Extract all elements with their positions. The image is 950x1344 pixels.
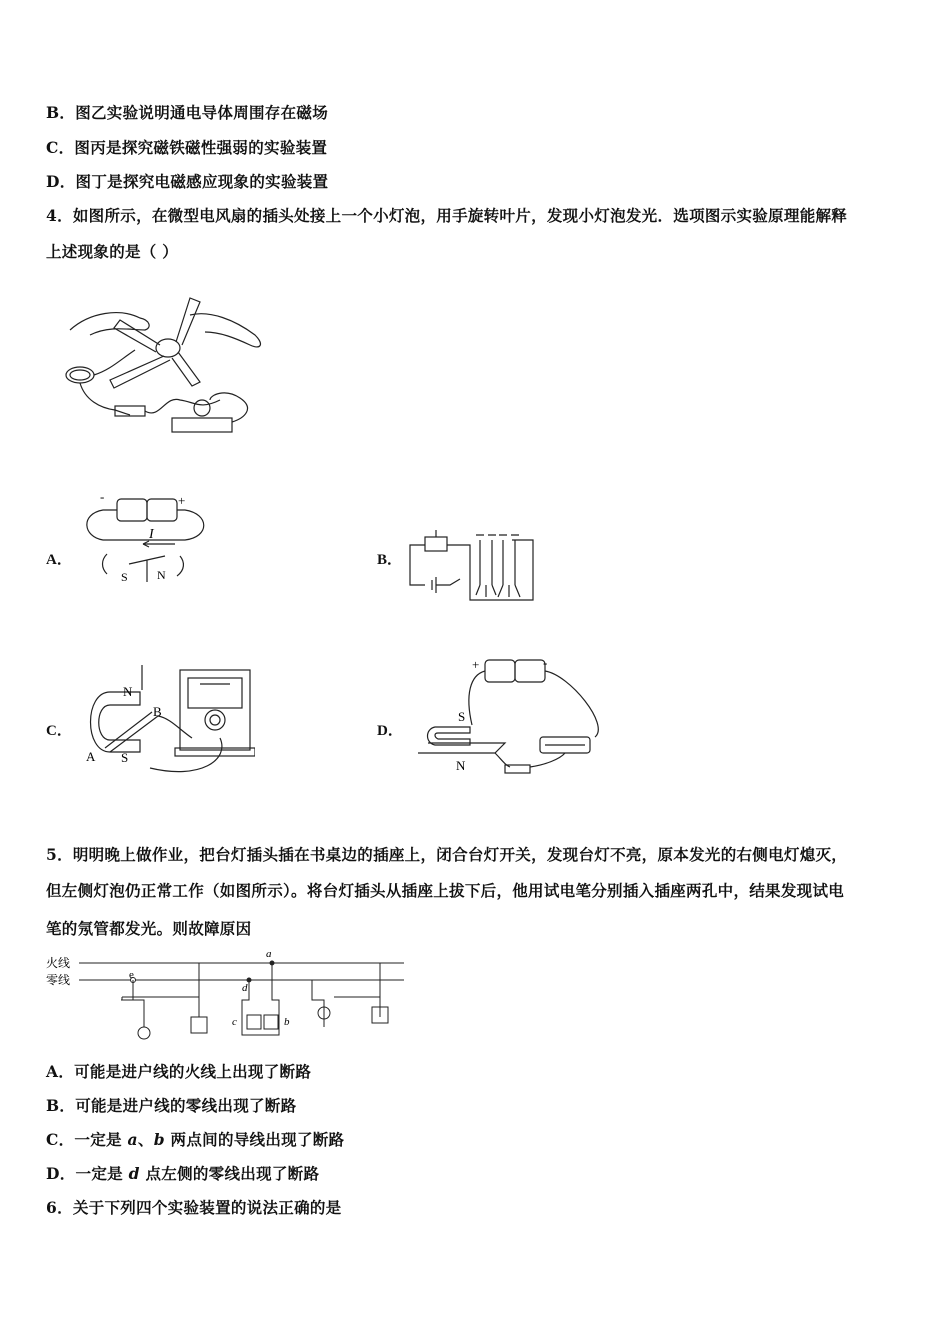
figA-minus: - bbox=[100, 492, 105, 504]
figD-n: N bbox=[456, 758, 466, 773]
bulb-left bbox=[138, 1027, 150, 1039]
battery-switch bbox=[410, 555, 460, 593]
rheostat bbox=[425, 537, 447, 551]
fan-blade-4 bbox=[172, 352, 200, 386]
coil-right bbox=[503, 540, 515, 585]
horseshoe-magnet bbox=[91, 692, 141, 752]
battery-cell-1 bbox=[485, 660, 515, 682]
socket-hole-left bbox=[247, 1015, 261, 1029]
household-circuit-diagram bbox=[44, 945, 409, 1040]
battery-cell-2 bbox=[147, 499, 177, 521]
q3-option-c: C．图丙是探究磁铁磁性强弱的实验装置 bbox=[46, 138, 328, 157]
q3-option-d: D．图丁是探究电磁感应现象的实验装置 bbox=[46, 172, 329, 191]
q4-stem-line1: 4．如图所示，在微型电风扇的插头处接上一个小灯泡，用手旋转叶片，发现小灯泡发光．选项图示实验原理能解释 bbox=[46, 206, 848, 225]
figD-s: S bbox=[458, 709, 466, 724]
q5-option-c: C．一定是 a、b 两点间的导线出现了断路 bbox=[46, 1130, 345, 1149]
q5-stem-line3: 笔的氖管都发光。则故障原因 bbox=[46, 919, 252, 938]
q5-stem-line1: 5．明明晚上做作业，把台灯插头插在书桌边的插座上，闭合台灯开关，发现台灯不亮，原本发光的右侧电灯熄灭， bbox=[46, 845, 848, 864]
figC-a: A bbox=[86, 749, 96, 764]
figure-a-oersted bbox=[85, 492, 215, 587]
fan-blade-1 bbox=[114, 320, 160, 352]
attracted-pins bbox=[476, 585, 520, 597]
point-a: a bbox=[266, 948, 272, 960]
figure-c-induction bbox=[80, 660, 255, 790]
socket-hole-right bbox=[264, 1015, 278, 1029]
battery-cell-1 bbox=[117, 499, 147, 521]
q5-option-a: A．可能是进户线的火线上出现了断路 bbox=[46, 1062, 312, 1081]
galvanometer-base bbox=[175, 748, 255, 756]
point-e: e bbox=[129, 969, 134, 981]
figC-n: N bbox=[123, 684, 133, 699]
q5-option-b: B．可能是进户线的零线出现了断路 bbox=[46, 1096, 297, 1115]
q5-stem-line2: 但左侧灯泡仍正常工作（如图所示）。将台灯插头从插座上拔下后，他用试电笔分别插入插座两孔中，结果发现试电 bbox=[46, 881, 845, 900]
q3-option-b: B．图乙实验说明通电导体周围存在磁场 bbox=[46, 103, 329, 122]
figA-plus: + bbox=[178, 493, 186, 508]
lamp-bulb bbox=[194, 400, 210, 416]
live-label: 火线 bbox=[46, 956, 71, 970]
horseshoe-magnet bbox=[428, 727, 471, 745]
fan-lamp-figure bbox=[60, 290, 270, 445]
q6-stem: 6．关于下列四个实验装置的说法正确的是 bbox=[46, 1198, 342, 1217]
q4-option-d-label: D． bbox=[377, 723, 403, 739]
point-b-ref: b bbox=[153, 1130, 165, 1149]
figD-minus: - bbox=[543, 655, 548, 670]
point-a-ref: a bbox=[127, 1130, 138, 1149]
switch-box-left bbox=[191, 1017, 207, 1033]
battery-cell-2 bbox=[515, 660, 545, 682]
figC-s: S bbox=[121, 750, 129, 765]
q4-option-a-label: A． bbox=[46, 552, 72, 568]
conductor-ab bbox=[105, 712, 158, 752]
neutral-label: 零线 bbox=[46, 973, 71, 987]
point-d-ref: d bbox=[128, 1164, 140, 1183]
lamp-base bbox=[172, 418, 232, 432]
q5-option-d: D．一定是 d 点左侧的零线出现了断路 bbox=[46, 1164, 320, 1183]
figA-n: N bbox=[157, 568, 166, 582]
q4-stem-line2: 上述现象的是（ ） bbox=[46, 242, 179, 261]
q4-option-c-label: C． bbox=[46, 723, 72, 739]
right-hand bbox=[190, 314, 260, 347]
figA-s: S bbox=[121, 570, 128, 584]
left-hand bbox=[70, 313, 149, 335]
figure-b-electromagnets bbox=[400, 525, 540, 605]
coil-left bbox=[480, 540, 492, 585]
point-c: c bbox=[232, 1016, 237, 1028]
figC-b: B bbox=[153, 704, 162, 719]
point-d: d bbox=[242, 982, 248, 994]
q4-option-b-label: B． bbox=[377, 552, 403, 568]
figD-plus: + bbox=[472, 657, 480, 672]
figure-d-motor bbox=[410, 655, 610, 785]
figA-current: I bbox=[149, 527, 154, 542]
wire-loop bbox=[87, 510, 204, 540]
fan-blade-2 bbox=[176, 298, 200, 345]
point-b: b bbox=[284, 1016, 290, 1028]
